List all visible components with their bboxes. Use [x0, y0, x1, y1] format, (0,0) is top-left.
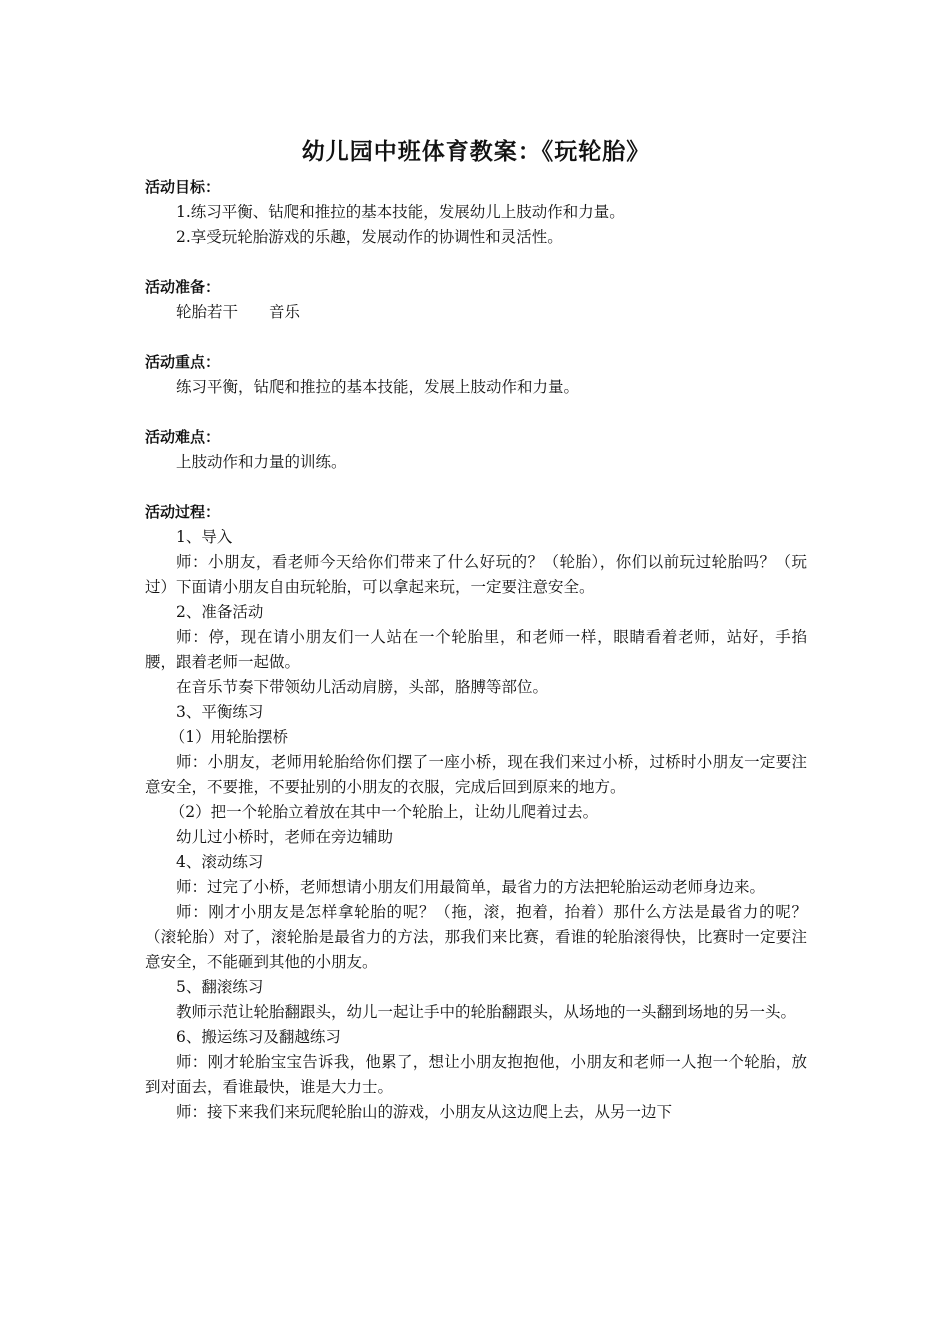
process-step-5-title: 5、翻滚练习: [176, 978, 264, 996]
process-step-3-title: 3、平衡练习: [176, 703, 264, 721]
process-step-4-title: 4、滚动练习: [176, 853, 264, 871]
difficult-heading: 活动难点：: [145, 428, 221, 446]
process-paragraph: 幼儿过小桥时，老师在旁边辅助: [176, 828, 394, 846]
process-paragraph: 师：小朋友，看老师今天给你们带来了什么好玩的？（轮胎），你们以前玩过轮胎吗？（玩过）下面请小朋友自由玩轮胎，可以拿起来玩，一定要注意安全。: [145, 553, 807, 596]
goals-heading: 活动目标：: [145, 178, 221, 196]
process-paragraph: 师：刚才轮胎宝宝告诉我，他累了，想让小朋友抱抱他，小朋友和老师一人抱一个轮胎，放到对面去，看谁最快，谁是大力士。: [145, 1053, 807, 1096]
key-heading: 活动重点：: [145, 353, 221, 371]
process-paragraph: 师：过完了小桥，老师想请小朋友们用最简单，最省力的方法把轮胎运动老师身边来。: [176, 878, 766, 896]
process-paragraph: 在音乐节奏下带领幼儿活动肩膀，头部，胳膊等部位。: [176, 678, 549, 696]
goal-item-2: 2.享受玩轮胎游戏的乐趣，发展动作的协调性和灵活性。: [176, 228, 563, 246]
key-text: 练习平衡，钻爬和推拉的基本技能，发展上肢动作和力量。: [176, 378, 580, 396]
prep-heading: 活动准备：: [145, 278, 221, 296]
process-heading: 活动过程：: [145, 503, 221, 521]
process-substep-2: （2）把一个轮胎立着放在其中一个轮胎上，让幼儿爬着过去。: [169, 803, 599, 821]
process-paragraph: 师：小朋友，老师用轮胎给你们摆了一座小桥，现在我们来过小桥，过桥时小朋友一定要注意安全，不要推，不要扯别的小朋友的衣服，完成后回到原来的地方。: [145, 753, 807, 796]
process-paragraph: 师：刚才小朋友是怎样拿轮胎的呢？（拖，滚，抱着，抬着）那什么方法是最省力的呢？（滚轮胎）对了，滚轮胎是最省力的方法，那我们来比赛，看谁的轮胎滚得快，比赛时一定要注意安全，不能砸到其他的小朋友。: [145, 903, 807, 971]
process-paragraph: 教师示范让轮胎翻跟头，幼儿一起让手中的轮胎翻跟头，从场地的一头翻到场地的另一头。: [176, 1003, 797, 1021]
process-paragraph: 师：停，现在请小朋友们一人站在一个轮胎里，和老师一样，眼睛看着老师，站好，手掐腰，跟着老师一起做。: [145, 628, 807, 671]
process-step-6-title: 6、搬运练习及翻越练习: [176, 1028, 341, 1046]
process-step-2-title: 2、准备活动: [176, 603, 264, 621]
difficult-text: 上肢动作和力量的训练。: [176, 453, 347, 471]
goal-item-1: 1.练习平衡、钻爬和推拉的基本技能，发展幼儿上肢动作和力量。: [176, 203, 625, 221]
document-title: 幼儿园中班体育教案：《玩轮胎》: [301, 139, 651, 165]
process-step-1-title: 1、导入: [176, 528, 233, 546]
process-substep-1: （1）用轮胎摆桥: [169, 728, 289, 746]
document-page: [145, 134, 807, 1125]
process-paragraph: 师：接下来我们来玩爬轮胎山的游戏，小朋友从这边爬上去，从另一边下: [176, 1103, 673, 1121]
prep-text: 轮胎若干 音乐: [176, 303, 301, 321]
